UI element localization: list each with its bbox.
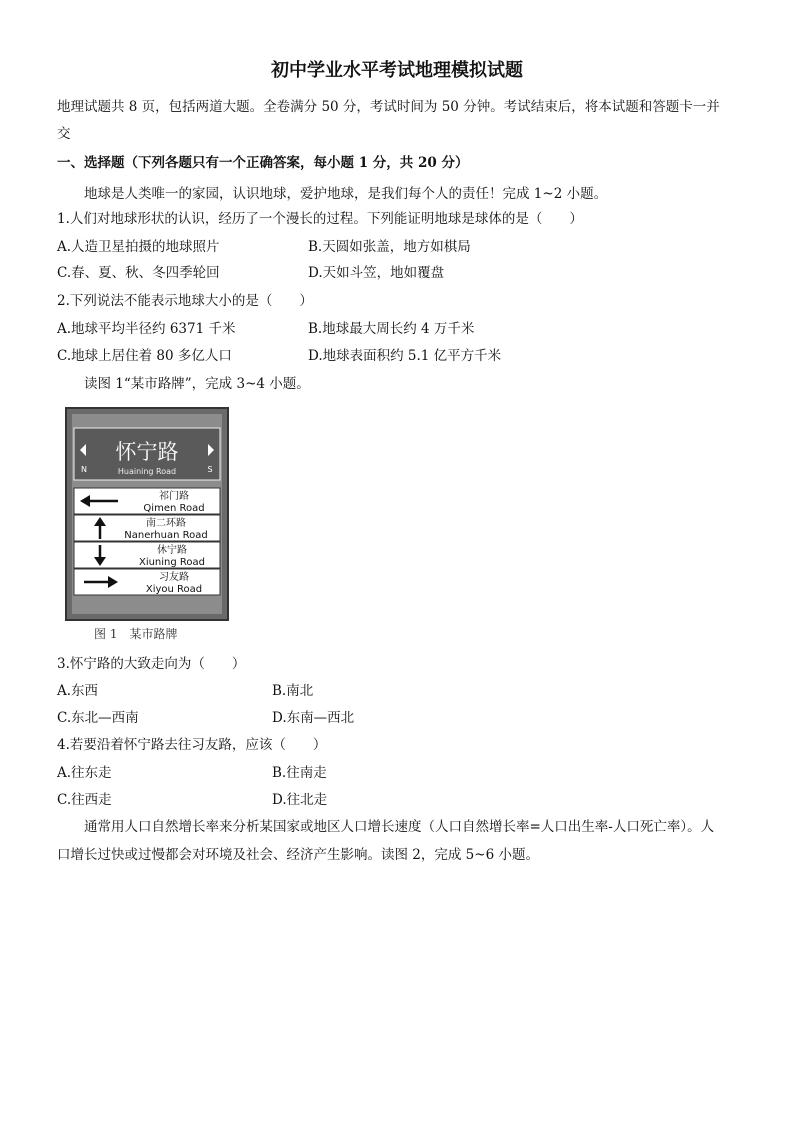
sign-main-name: 怀宁路 bbox=[115, 440, 179, 464]
road-sign-graphic bbox=[62, 404, 232, 644]
q3-option-b: B.南北 bbox=[272, 683, 314, 699]
sign-row-1-cn: 祁门路 bbox=[159, 491, 189, 502]
sign-row-4-cn: 习友路 bbox=[159, 572, 189, 583]
q1-option-c: C.春、夏、秋、冬四季轮回 bbox=[57, 265, 220, 281]
sign-row-3-cn: 休宁路 bbox=[157, 545, 187, 556]
page-title: 初中学业水平考试地理模拟试题 bbox=[271, 60, 523, 81]
question-1: 1.人们对地球形状的认识，经历了一个漫长的过程。下列能证明地球是球体的是（ ） bbox=[57, 211, 583, 227]
sign-row-1-en: Qimen Road bbox=[143, 503, 205, 514]
sign-north-label: N bbox=[81, 465, 87, 474]
sign-row-4-en: Xiyou Road bbox=[145, 584, 203, 595]
question-4: 4.若要沿着怀宁路去往习友路，应该（ ） bbox=[57, 737, 327, 753]
sign-main-english: Huaining Road bbox=[117, 467, 177, 476]
q2-option-c: C.地球上居住着 80 多亿人口 bbox=[57, 348, 232, 364]
stem-3-line-1: 通常用人口自然增长率来分析某国家或地区人口增长速度（人口自然增长率=人口出生率-人口死亡率）。人 bbox=[84, 819, 715, 835]
q3-option-a: A.东西 bbox=[57, 683, 99, 699]
q1-option-d: D.天如斗笠，地如覆盘 bbox=[308, 265, 445, 281]
stem-1: 地球是人类唯一的家园，认识地球，爱护地球，是我们每个人的责任！完成 1~2 小题。 bbox=[84, 186, 608, 202]
q2-option-a: A.地球平均半径约 6371 千米 bbox=[57, 321, 236, 337]
question-3: 3.怀宁路的大致走向为（ ） bbox=[57, 656, 246, 672]
q2-option-b: B.地球最大周长约 4 万千米 bbox=[308, 321, 475, 337]
q4-option-c: C.往西走 bbox=[57, 792, 112, 808]
sign-row-2-cn: 南二环路 bbox=[146, 518, 186, 529]
q4-option-d: D.往北走 bbox=[272, 792, 328, 808]
q1-option-b: B.天圆如张盖，地方如棋局 bbox=[308, 239, 471, 255]
q4-option-a: A.往东走 bbox=[57, 765, 112, 781]
sign-row-2-en: Nanerhuan Road bbox=[124, 530, 208, 541]
q3-option-c: C.东北—西南 bbox=[57, 710, 139, 726]
q1-option-a: A.人造卫星拍摄的地球照片 bbox=[57, 239, 220, 255]
sign-south-label: S bbox=[207, 465, 213, 474]
figure-caption: 图 1 某市路牌 bbox=[94, 627, 178, 641]
stem-2: 读图 1“某市路牌”，完成 3~4 小题。 bbox=[84, 376, 310, 392]
q4-option-b: B.往南走 bbox=[272, 765, 327, 781]
q2-option-d: D.地球表面积约 5.1 亿平方千米 bbox=[308, 348, 502, 364]
sign-row-3-en: Xiuning Road bbox=[138, 557, 206, 568]
question-2: 2.下列说法不能表示地球大小的是（ ） bbox=[57, 293, 313, 309]
stem-3-line-2: 口增长过快或过慢都会对环境及社会、经济产生影响。读图 2，完成 5~6 小题。 bbox=[57, 847, 539, 863]
section-heading: 一、选择题（下列各题只有一个正确答案，每小题 1 分，共 20 分） bbox=[57, 155, 469, 171]
figure-road-sign bbox=[62, 404, 232, 644]
q3-option-d: D.东南—西北 bbox=[272, 710, 355, 726]
intro-line-2: 交 bbox=[57, 126, 71, 142]
intro-line-1: 地理试题共 8 页，包括两道大题。全卷满分 50 分，考试时间为 50 分钟。考试结束后，将本试题和答题卡一并 bbox=[57, 99, 720, 115]
